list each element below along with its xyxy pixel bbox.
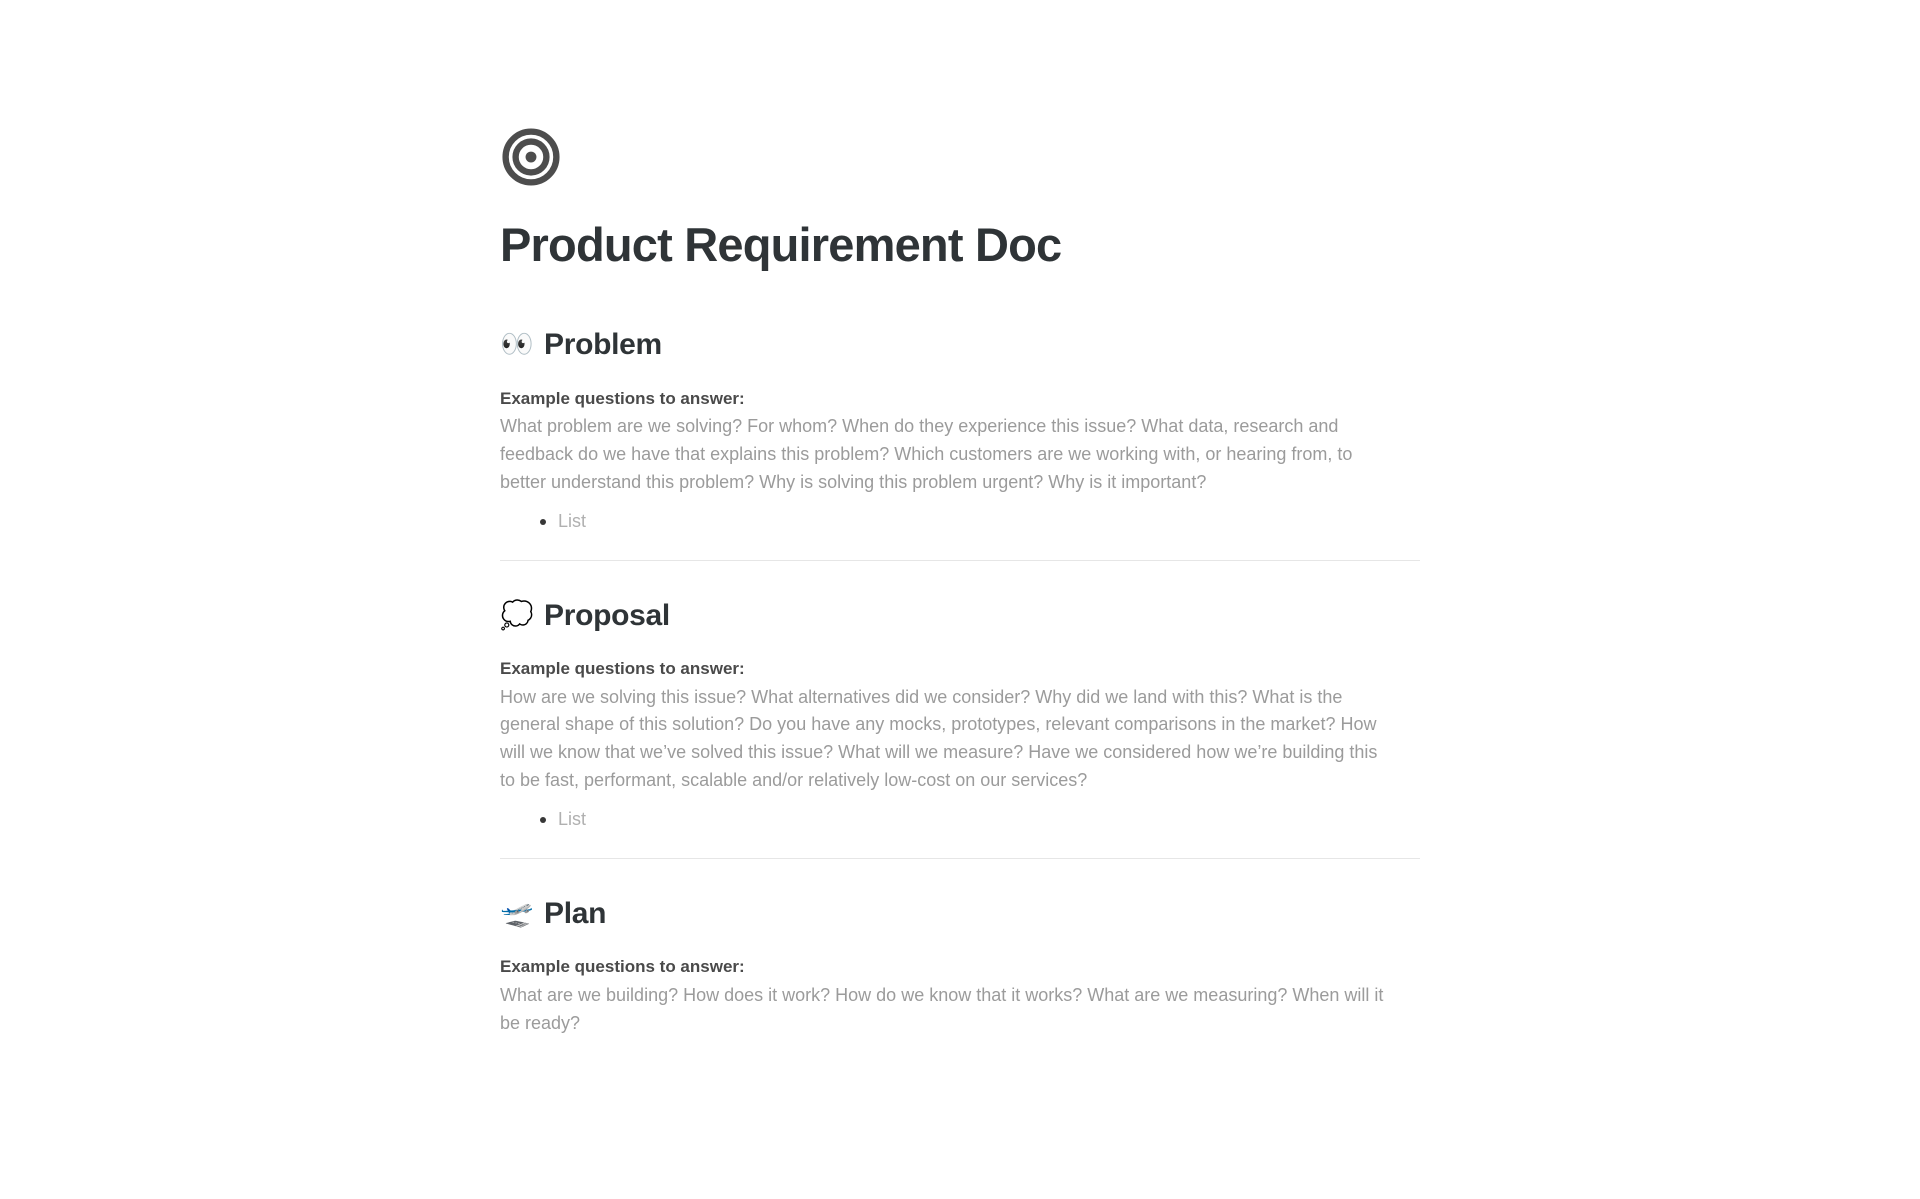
page-title: Product Requirement Doc — [500, 218, 1062, 271]
section-heading — [500, 597, 1420, 635]
airplane-departure-emoji: 🛫 — [500, 898, 534, 929]
section-plan — [500, 895, 1420, 1038]
prompt-label: Example questions to answer: — [500, 659, 745, 679]
prompt-label: Example questions to answer: — [500, 957, 745, 977]
prompt-label: Example questions to answer: — [500, 388, 745, 408]
list-item[interactable]: List — [536, 507, 1420, 536]
prompt-body: What problem are we solving? For whom? When do they experience this issue? What data, research and feedback do we have that explains this problem? Which customers are we working with, or hearing from, to better understand this problem? Why is solving this problem urgent? Why is it important? — [500, 416, 1353, 492]
section-heading — [500, 326, 1420, 364]
section-heading-label: Proposal — [544, 598, 670, 632]
eyes-emoji: 👀 — [500, 329, 534, 360]
prompt-body: How are we solving this issue? What alternatives did we consider? Why did we land with this? What is the general shape of this solution? Do you have any mocks, prototypes, relevant comparisons in the market? How will we know that we’ve solved this issue? What will we measure? Have we considered how we’re building this to be fast, performant, scalable and/or relatively low-cost on our services? — [500, 686, 1378, 791]
section-problem — [500, 326, 1420, 560]
section-divider — [500, 858, 1420, 859]
section-proposal — [500, 597, 1420, 859]
section-divider — [500, 560, 1420, 561]
target-icon[interactable] — [502, 128, 1420, 190]
section-heading-label: Plan — [544, 896, 607, 930]
section-heading — [500, 895, 1420, 933]
section-heading-label: Problem — [544, 328, 662, 362]
thought-balloon-emoji: 💭 — [500, 599, 534, 630]
bulleted-list — [500, 805, 1420, 834]
document-body — [500, 0, 1420, 1038]
prompt-body: What are we building? How does it work? How do we know that it works? What are we measuring? When will it be ready? — [500, 984, 1384, 1033]
list-item[interactable]: List — [536, 805, 1420, 834]
bulleted-list — [500, 507, 1420, 536]
